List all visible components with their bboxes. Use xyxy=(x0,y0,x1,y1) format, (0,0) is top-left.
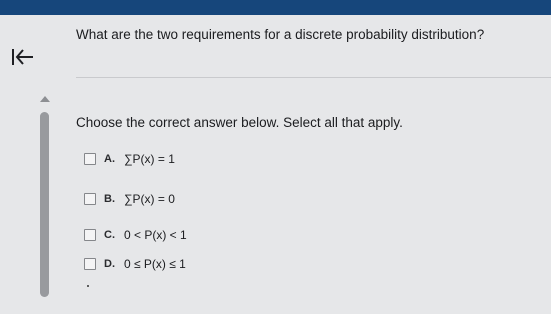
stray-dot xyxy=(87,285,89,287)
option-a[interactable] xyxy=(84,150,175,168)
scrollbar-thumb[interactable] xyxy=(40,112,49,297)
option-formula: ∑P(x) = 0 xyxy=(124,192,175,206)
question-text: What are the two requirements for a discrete probability distribution? xyxy=(76,27,485,42)
option-c[interactable] xyxy=(84,226,187,244)
option-letter: C. xyxy=(104,229,115,241)
option-formula: 0 ≤ P(x) ≤ 1 xyxy=(124,257,186,271)
checkbox-d[interactable] xyxy=(84,258,96,270)
section-divider xyxy=(76,77,551,78)
back-arrow-icon xyxy=(10,44,36,70)
scroll-up-arrow-icon[interactable] xyxy=(40,96,50,102)
top-header-bar xyxy=(0,0,551,15)
option-formula: 0 < P(x) < 1 xyxy=(124,228,187,242)
option-d[interactable] xyxy=(84,255,186,273)
instruction-text: Choose the correct answer below. Select all that apply. xyxy=(76,115,403,130)
checkbox-b[interactable] xyxy=(84,193,96,205)
checkbox-a[interactable] xyxy=(84,153,96,165)
option-formula: ∑P(x) = 1 xyxy=(124,152,175,166)
back-button[interactable] xyxy=(10,44,36,70)
option-letter: D. xyxy=(104,258,115,270)
checkbox-c[interactable] xyxy=(84,229,96,241)
option-letter: B. xyxy=(104,193,115,205)
option-letter: A. xyxy=(104,153,115,165)
option-b[interactable] xyxy=(84,190,175,208)
